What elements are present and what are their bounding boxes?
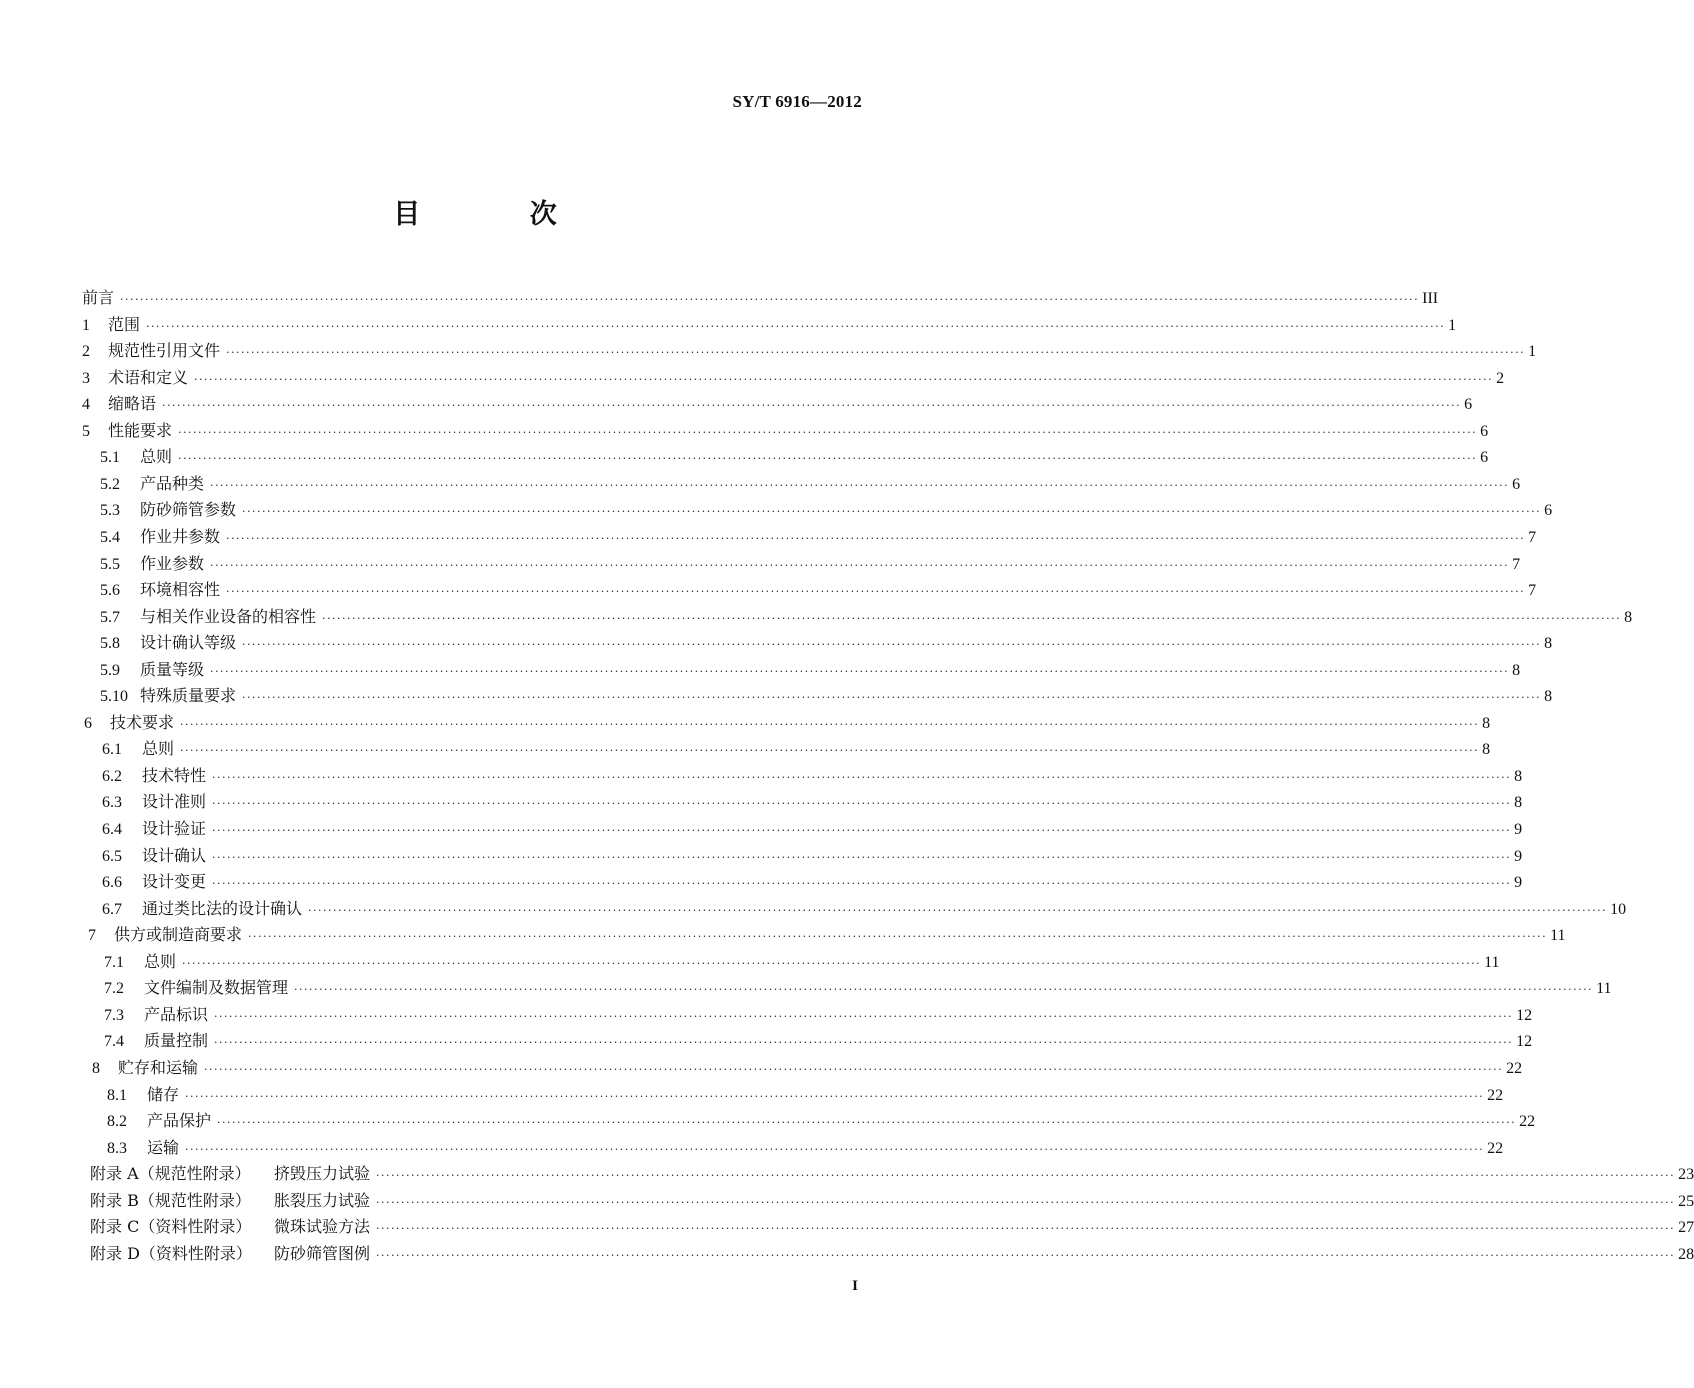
toc-entry-number: 5.3 <box>100 502 120 520</box>
toc-entry <box>82 365 1505 391</box>
toc-entry-label: 防砂筛管参数 <box>140 500 237 520</box>
toc-entry <box>102 843 1523 869</box>
toc-entry <box>107 1082 1504 1108</box>
toc-entry <box>100 524 1537 550</box>
toc-entry <box>90 1214 1694 1240</box>
toc-entry-number: 8.1 <box>107 1086 127 1104</box>
toc-entry <box>102 896 1627 922</box>
toc-leader-dots: ···································································································································································································································································· <box>185 1142 1485 1156</box>
standard-code: SY/T 6916—2012 <box>732 92 862 111</box>
toc-entry-page: 6 <box>1544 502 1553 520</box>
toc-entry-number: 附录 B（规范性附录） <box>90 1190 251 1210</box>
toc-entry-label: 质量控制 <box>144 1031 209 1051</box>
toc-entry-number: 6.7 <box>102 900 122 918</box>
toc-entry-page: 23 <box>1678 1166 1694 1184</box>
toc-entry-page: 6 <box>1512 475 1521 493</box>
toc-leader-dots: ···································································································································································································································································· <box>376 1195 1676 1209</box>
toc-entry-page: 10 <box>1610 900 1627 918</box>
toc-leader-dots: ···································································································································································································································································· <box>180 744 1480 758</box>
toc-entry-label: 产品种类 <box>140 473 205 493</box>
toc-entry-page: 8 <box>1514 767 1523 785</box>
toc-entry <box>92 1055 1523 1081</box>
toc-entry-page: 22 <box>1487 1139 1504 1157</box>
toc-entry-label: 储存 <box>147 1084 180 1104</box>
page-number: I <box>852 1278 858 1294</box>
toc-entry-number: 7.2 <box>104 980 124 998</box>
toc-entry-label: 设计确认等级 <box>140 633 237 653</box>
toc-entry <box>100 657 1521 683</box>
toc-entry-page: 9 <box>1514 847 1523 865</box>
toc-leader-dots: ···································································································································································································································································· <box>212 877 1512 891</box>
toc-entry-label: 产品标识 <box>144 1004 209 1024</box>
toc-entry <box>100 444 1489 470</box>
toc-entry-label: 防砂筛管图例 <box>274 1243 371 1263</box>
toc-entry-label: 缩略语 <box>108 394 157 414</box>
toc-entry-number: 7.3 <box>104 1006 124 1024</box>
toc-leader-dots: ···································································································································································································································································· <box>185 1089 1485 1103</box>
toc-entry-number: 1 <box>82 316 90 334</box>
toc-entry-number: 5.8 <box>100 635 120 653</box>
toc-entry <box>100 604 1633 630</box>
toc-entry-number: 6.5 <box>102 847 122 865</box>
toc-entry-page: 8 <box>1624 608 1633 626</box>
toc-leader-dots: ···································································································································································································································································· <box>376 1169 1676 1183</box>
toc-leader-dots: ···································································································································································································································································· <box>242 691 1542 705</box>
toc-entry-number: 附录 A（规范性附录） <box>90 1164 251 1184</box>
toc-entry-page: 11 <box>1550 927 1566 945</box>
toc-entry-page: 8 <box>1544 635 1553 653</box>
toc-entry <box>104 975 1612 1001</box>
toc-entry-page: 22 <box>1506 1059 1523 1077</box>
toc-entry-number: 5.9 <box>100 661 120 679</box>
toc-entry-page: 7 <box>1528 528 1537 546</box>
toc-entry <box>90 1241 1694 1267</box>
toc-entry-page: 6 <box>1464 396 1473 414</box>
toc-entry <box>82 338 1537 364</box>
toc-entry-number: 6.4 <box>102 821 122 838</box>
toc-entry-number: 8.3 <box>107 1139 127 1157</box>
page-title: 目 次 <box>393 199 607 230</box>
toc-entry-number: 7 <box>88 927 96 945</box>
toc-leader-dots: ···································································································································································································································································· <box>204 1062 1504 1076</box>
toc-leader-dots: ···································································································································································································································································· <box>194 372 1494 386</box>
toc-leader-dots: ···································································································································································································································································· <box>308 903 1608 917</box>
toc-entry <box>104 1002 1533 1028</box>
toc-entry-label: 环境相容性 <box>140 580 221 600</box>
toc-entry-label: 前言 <box>82 288 115 307</box>
toc-entry-label: 挤毁压力试验 <box>274 1164 371 1184</box>
toc-entry-page: 8 <box>1482 741 1491 759</box>
toc-entry-number: 7.1 <box>104 953 124 971</box>
toc-entry <box>102 789 1523 815</box>
toc-entry <box>100 683 1553 709</box>
toc-entry-number: 3 <box>82 369 90 387</box>
toc-entry-page: 9 <box>1514 874 1523 892</box>
toc-leader-dots: ···································································································································································································································································· <box>210 478 1510 492</box>
toc-leader-dots: ···································································································································································································································································· <box>178 452 1478 466</box>
toc-entry-number: 8 <box>92 1059 100 1077</box>
toc-entry <box>100 497 1553 523</box>
toc-entry-label: 贮存和运输 <box>118 1057 199 1077</box>
toc-leader-dots: ···································································································································································································································································· <box>226 585 1526 599</box>
toc-entry-page: 6 <box>1480 422 1489 440</box>
toc-entry <box>102 736 1491 762</box>
toc-leader-dots: ···································································································································································································································································· <box>217 1116 1517 1130</box>
toc-entry-label: 设计准则 <box>142 792 207 812</box>
toc-entry-label: 性能要求 <box>108 420 173 440</box>
toc-entry-number: 8.2 <box>107 1113 127 1131</box>
toc-leader-dots: ···································································································································································································································································· <box>212 770 1512 784</box>
toc-entry-label: 产品保护 <box>147 1111 212 1131</box>
toc-entry <box>100 630 1553 656</box>
toc-entry-label: 范围 <box>108 314 141 334</box>
toc-leader-dots: ···································································································································································································································································· <box>226 346 1526 360</box>
toc-entry-page: 6 <box>1480 449 1489 467</box>
toc-entry-page: 11 <box>1596 980 1612 998</box>
toc-entry-page: 8 <box>1544 688 1553 706</box>
toc-leader-dots: ···································································································································································································································································· <box>178 425 1478 439</box>
toc-entry <box>104 949 1500 975</box>
toc-leader-dots: ···································································································································································································································································· <box>214 1036 1514 1050</box>
toc-entry-page: 12 <box>1516 1033 1533 1051</box>
toc-entry-number: 5.4 <box>100 528 120 546</box>
toc-leader-dots: ···································································································································································································································································· <box>212 824 1512 837</box>
toc-entry-number: 5.6 <box>100 582 120 600</box>
toc-leader-dots: ···································································································································································································································································· <box>212 797 1512 811</box>
toc-entry-label: 特殊质量要求 <box>140 686 237 706</box>
toc-entry <box>88 922 1566 948</box>
toc-entry <box>102 763 1523 789</box>
toc-entry <box>82 418 1489 444</box>
toc-entry-page: 7 <box>1528 582 1537 600</box>
toc-entry-page: 8 <box>1514 794 1523 812</box>
toc-entry-label: 设计验证 <box>142 819 207 838</box>
toc-entry-label: 设计确认 <box>142 845 207 865</box>
toc-entry-page: 8 <box>1482 714 1491 732</box>
toc-entry-page: 22 <box>1519 1113 1536 1131</box>
toc-entry-page: 2 <box>1496 369 1505 387</box>
toc-entry-label: 作业井参数 <box>140 526 221 546</box>
toc-entry-label: 胀裂压力试验 <box>274 1190 371 1210</box>
toc-entry-page: 1 <box>1448 316 1457 334</box>
toc-leader-dots: ···································································································································································································································································· <box>210 558 1510 572</box>
toc-leader-dots: ···································································································································································································································································· <box>212 850 1512 864</box>
toc-entry-label: 文件编制及数据管理 <box>144 978 289 998</box>
toc-entry-number: 5.1 <box>100 449 120 467</box>
toc-entry-label: 规范性引用文件 <box>108 341 221 361</box>
toc-entry-number: 6 <box>84 714 92 732</box>
toc-entry-number: 5 <box>82 422 90 440</box>
toc-entry-label: 技术特性 <box>142 765 207 785</box>
toc-leader-dots: ···································································································································································································································································· <box>214 1009 1514 1023</box>
toc-leader-dots: ···································································································································································································································································· <box>182 956 1482 970</box>
toc-entry <box>107 1135 1504 1161</box>
toc-entry <box>100 471 1521 497</box>
toc-leader-dots: ···································································································································································································································································· <box>376 1248 1676 1262</box>
toc-entry-number: 6.3 <box>102 794 122 812</box>
toc-leader-dots: ···································································································································································································································································· <box>120 293 1420 306</box>
toc-entry-label: 总则 <box>142 739 175 759</box>
toc-entry <box>104 1028 1533 1054</box>
toc-leader-dots: ···································································································································································································································································· <box>162 399 1462 413</box>
toc-leader-dots: ···································································································································································································································································· <box>242 638 1542 652</box>
toc-entry-label: 作业参数 <box>140 553 205 573</box>
toc-entry-page: 7 <box>1512 555 1521 573</box>
toc-entry <box>82 312 1457 338</box>
toc-entry-page: 27 <box>1678 1219 1694 1237</box>
toc-entry-label: 运输 <box>147 1137 180 1157</box>
toc-entry-number: 5.7 <box>100 608 120 626</box>
toc-entry-page: 9 <box>1514 821 1523 838</box>
toc-entry <box>90 1161 1694 1187</box>
toc-leader-dots: ···································································································································································································································································· <box>180 717 1480 731</box>
toc-leader-dots: ···································································································································································································································································· <box>248 930 1548 944</box>
toc-entry-page: 11 <box>1484 953 1500 971</box>
toc-entry <box>102 869 1523 895</box>
toc-entry-number: 2 <box>82 343 90 361</box>
toc-leader-dots: ···································································································································································································································································· <box>210 664 1510 678</box>
toc-entry-page: 8 <box>1512 661 1521 679</box>
toc-entry <box>82 285 1439 311</box>
toc-entry <box>84 710 1491 736</box>
toc-entry-number: 附录 C（资料性附录） <box>90 1217 252 1237</box>
toc-leader-dots: ···································································································································································································································································· <box>226 531 1526 545</box>
toc-entry-number: 附录 D（资料性附录） <box>90 1243 252 1263</box>
toc-entry-label: 通过类比法的设计确认 <box>142 898 303 918</box>
toc-entry-number: 4 <box>82 396 90 414</box>
toc-entry <box>100 577 1537 603</box>
toc-entry-label: 术语和定义 <box>108 367 189 387</box>
toc-entry-number: 6.6 <box>102 874 122 892</box>
toc-entry-page: 12 <box>1516 1006 1533 1024</box>
toc-entry-label: 供方或制造商要求 <box>114 925 243 945</box>
toc-entry <box>107 1108 1536 1134</box>
toc-leader-dots: ···································································································································································································································································· <box>146 319 1446 333</box>
toc-entry-page: III <box>1422 290 1439 307</box>
toc-entry-page: 28 <box>1678 1245 1694 1263</box>
toc-entry-page: 25 <box>1678 1192 1694 1210</box>
toc-entry-number: 6.1 <box>102 741 122 759</box>
toc-entry-number: 5.2 <box>100 475 120 493</box>
toc-entry-label: 总则 <box>144 951 177 971</box>
toc-entry-label: 与相关作业设备的相容性 <box>140 606 317 626</box>
toc-entry-number: 5.5 <box>100 555 120 573</box>
toc-entry <box>100 551 1521 577</box>
toc-leader-dots: ···································································································································································································································································· <box>322 611 1622 625</box>
toc-entry-label: 技术要求 <box>110 712 175 732</box>
toc-entry <box>82 391 1473 417</box>
toc-entry-number: 6.2 <box>102 767 122 785</box>
toc-entry-page: 1 <box>1528 343 1537 361</box>
toc-entry-page: 22 <box>1487 1086 1504 1104</box>
toc-entry-number: 5.10 <box>100 688 128 706</box>
toc-leader-dots: ···································································································································································································································································· <box>242 505 1542 519</box>
toc-leader-dots: ···································································································································································································································································· <box>376 1222 1676 1236</box>
toc-entry-label: 总则 <box>140 447 173 467</box>
toc-entry-label: 微珠试验方法 <box>274 1217 371 1237</box>
toc-entry-label: 设计变更 <box>142 872 207 892</box>
toc-leader-dots: ···································································································································································································································································· <box>294 983 1594 997</box>
toc-entry <box>90 1188 1694 1214</box>
toc-entry-label: 质量等级 <box>140 659 205 679</box>
toc-entry-number: 7.4 <box>104 1033 124 1051</box>
toc-entry <box>102 816 1523 842</box>
